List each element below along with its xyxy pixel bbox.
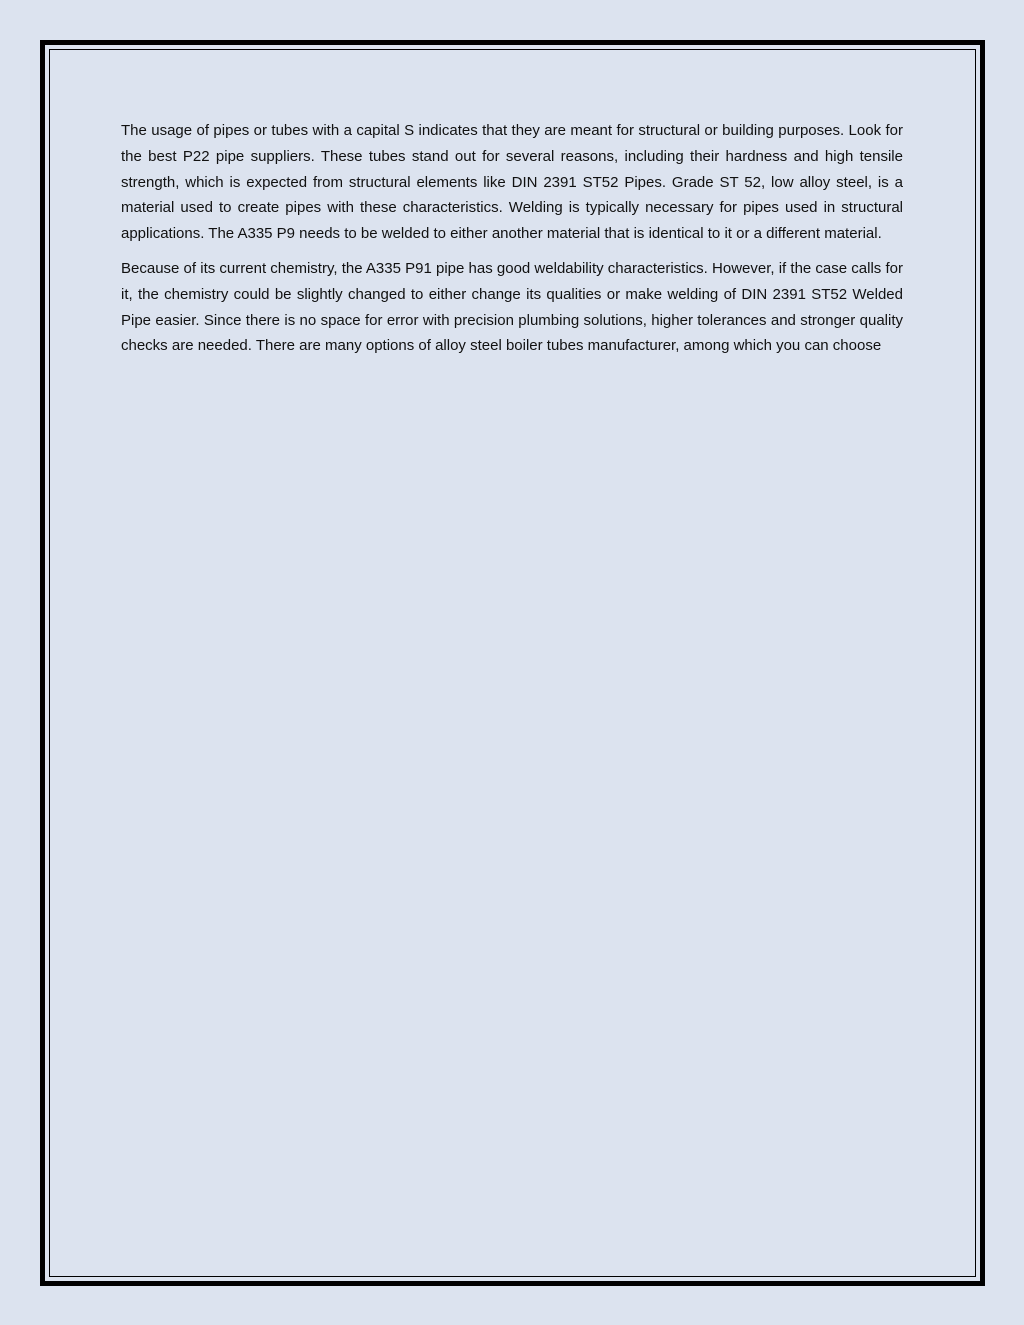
paragraph-1: The usage of pipes or tubes with a capital S indicates that they are meant for structural or building purposes. Look for the best P22 pipe suppliers. These tubes stand out for several reasons, including their hardness and high tensile strength, which is expected from structural elements like DIN 2391 ST52 Pipes. Grade ST 52, low alloy steel, is a material used to create pipes with these characteristics. Welding is typically necessary for pipes used in structural applications. The A335 P9 needs to be welded to either another material that is identical to it or a different material. <box>121 122 903 243</box>
document-body <box>121 118 903 368</box>
paragraph-2: Because of its current chemistry, the A335 P91 pipe has good weldability characteristics. However, if the case calls for it, the chemistry could be slightly changed to either change its qualities or make welding of DIN 2391 ST52 Welded Pipe easier. Since there is no space for error with precision plumbing solutions, higher tolerances and stronger quality checks are needed. There are many options of alloy steel boiler tubes manufacturer, among which you can choose <box>121 259 903 355</box>
